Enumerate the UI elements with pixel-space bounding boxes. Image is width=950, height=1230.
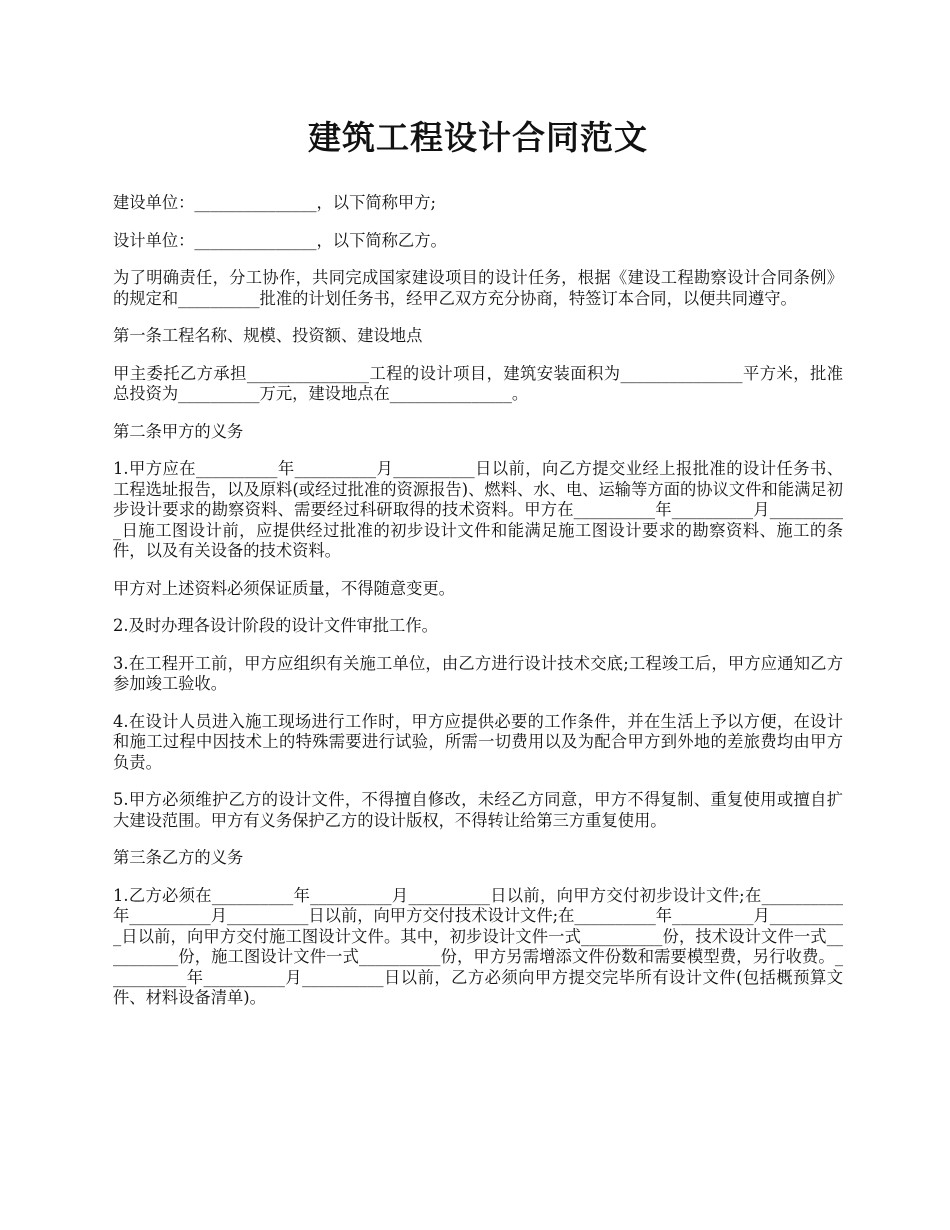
document-title: 建筑工程设计合同范文 — [308, 118, 648, 157]
article-2-heading: 第二条甲方的义务 — [113, 421, 244, 441]
party-b-line: 设计单位：_______________，以下简称乙方。 — [113, 230, 447, 250]
party-a-line: 建设单位：_______________，以下简称甲方; — [113, 193, 436, 212]
article-2-clause-3: 3.在工程开工前，甲方应组织有关施工单位，由乙方进行设计技术交底;工程竣工后，甲方应通知乙方参加竣工验收。 — [113, 653, 843, 693]
article-2-clause-1-note: 甲方对上述资料必须保证质量，不得随意变更。 — [113, 578, 455, 598]
article-1-body: 甲主委托乙方承担_______________工程的设计项目，建筑安装面积为_______________平方米，批准总投资为__________万元，建设地点在_______________。 — [113, 363, 843, 403]
article-2-clause-1: 1.甲方应在__________年__________月__________日以前，向乙方提交业经上报批准的设计任务书、工程选址报告，以及原料(或经过批准的资源报告)、燃料、水、电、运输等方面的协议文件和能满足初步设计要求的勘察资料、需要经过科研取得的技术资料。甲方在__________年__________月__________日施工图设计前，应提供经过批准的初步设计文件和能满足施工图设计要求的勘察资料、施工的条件，以及有关设备的技术资料。 — [113, 459, 843, 560]
preamble-paragraph: 为了明确责任，分工协作，共同完成国家建设项目的设计任务，根据《建设工程勘察设计合同条例》的规定和__________批准的计划任务书，经甲乙双方充分协商，特签订本合同，以便共同遵守。 — [113, 268, 843, 308]
document-page — [113, 113, 843, 1026]
article-2-clause-2: 2.及时办理各设计阶段的设计文件审批工作。 — [113, 616, 438, 635]
article-2-clause-4: 4.在设计人员进入施工现场进行工作时，甲方应提供必要的工作条件，并在生活上予以方便，在设计和施工过程中因技术上的特殊需要进行试验，所需一切费用以及为配合甲方到外地的差旅费均由甲方负责。 — [113, 711, 843, 772]
article-1-heading: 第一条工程名称、规模、投资额、建设地点 — [113, 326, 423, 345]
article-3-heading: 第三条乙方的义务 — [113, 848, 244, 867]
article-2-clause-5: 5.甲方必须维护乙方的设计文件，不得擅自修改，未经乙方同意，甲方不得复制、重复使用或擅自扩大建设范围。甲方有义务保护乙方的设计版权，不得转让给第三方重复使用。 — [113, 790, 843, 830]
article-3-clause-1: 1.乙方必须在__________年__________月__________日以前，向甲方交付初步设计文件;在__________年__________月__________日以前，向甲方交付技术设计文件;在__________年__________月__________日以前，向甲方交付施工图设计文件。其中，初步设计文件一式__________份，技术设计文件一式__________份，施工图设计文件一式__________份，甲方另需增添文件份数和需要模型费，另行收费。__________年__________月__________日以前，乙方必须向甲方提交完毕所有设计文件(包括概预算文件、材料设备清单)。 — [113, 885, 844, 1007]
